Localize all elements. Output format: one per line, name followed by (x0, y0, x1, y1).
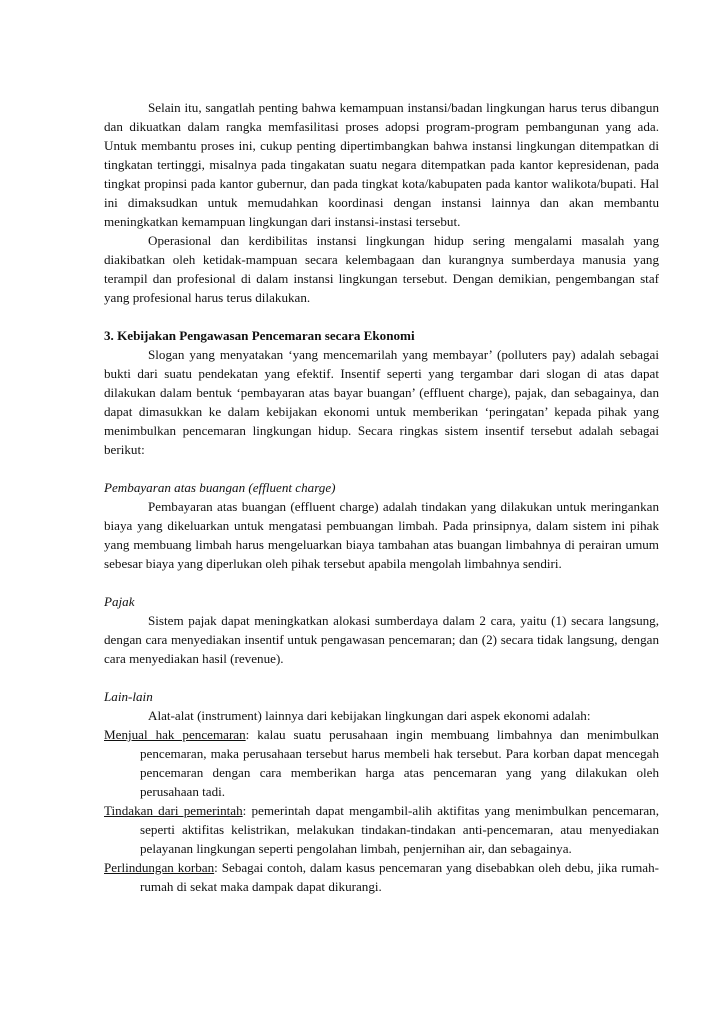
term-tindakan-pemerintah: Tindakan dari pemerintah (104, 803, 243, 818)
paragraph-effluent-charge: Pembayaran atas buangan (effluent charge) adalah tindakan yang dilakukan untuk meringankan biaya yang dikeluarkan untuk mengatasi pembuangan limbah. Pada prinsipnya, dalam sistem ini pihak yang membuang limbah harus mengeluarkan biaya tambahan atas buangan limbahnya di perairan umum sebesar biaya yang diperlukan oleh pihak tersebut apabila mengolah limbahnya sendiri. (104, 499, 659, 571)
document-page (104, 98, 659, 896)
subheading-effluent-charge: Pembayaran atas buangan (effluent charge) (104, 480, 336, 495)
subheading-lain-lain: Lain-lain (104, 689, 153, 704)
paragraph-lain-lain-intro: Alat-alat (instrument) lainnya dari kebijakan lingkungan dari aspek ekonomi adalah: (148, 708, 591, 723)
subheading-pajak: Pajak (104, 594, 135, 609)
section-heading-kebijakan: 3. Kebijakan Pengawasan Pencemaran secara Ekonomi (104, 328, 415, 343)
spacer (104, 573, 659, 592)
term-perlindungan-korban: Perlindungan korban (104, 860, 215, 875)
paragraph-pajak: Sistem pajak dapat meningkatkan alokasi sumberdaya dalam 2 cara, yaitu (1) secara langsung, dengan cara menyediakan insentif untuk pengawasan pencemaran; dan (2) secara tidak langsung, dengan cara menyediakan hasil (revenue). (104, 613, 659, 666)
paragraph-instansi-kemampuan: Selain itu, sangatlah penting bahwa kemampuan instansi/badan lingkungan harus terus dibangun dan dikuatkan dalam rangka memfasilitasi proses adopsi program-program pembangunan yang ada. Untuk membantu proses ini, cukup penting dipertimbangkan bahwa instansi lingkungan ditempatkan di tingkatan tertinggi, misalnya pada tingakatan suatu negara ditempatkan pada kantor kepresidenan, pada tingkat propinsi pada kantor gubernur, dan pada tingkat kota/kabupaten pada kantor walikota/bupati. Hal ini dimaksudkan untuk memudahkan koordinasi dengan instansi lainnya dan akan membantu meningkatkan kemampuan lingkungan dari instansi-instasi tersebut. (104, 100, 659, 229)
term-menjual-hak: Menjual hak pencemaran (104, 727, 246, 742)
list-item-perlindungan-korban (104, 858, 659, 896)
paragraph-operasional: Operasional dan kerdibilitas instansi lingkungan hidup sering mengalami masalah yang diakibatkan oleh ketidak-mampuan secara kelembagaan dan kurangnya sumberdaya manusia yang terampil dan profesional di dalam instansi lingkungan tersebut. Dengan demikian, pengembangan staf yang profesional harus terus dilakukan. (104, 233, 659, 305)
spacer (104, 459, 659, 478)
desc-perlindungan-korban: : Sebagai contoh, dalam kasus pencemaran yang disebabkan oleh debu, jika rumah-rumah di sekat maka dampak dapat dikurangi. (140, 860, 659, 894)
paragraph-slogan: Slogan yang menyatakan ‘yang mencemarilah yang membayar’ (polluters pay) adalah sebagai bukti dari suatu pendekatan yang efektif. Insentif seperti yang tergambar dari slogan di atas dapat dilakukan dalam bentuk ‘pembayaran atas bayar buangan’ (effluent charge), pajak, dan sebagainya, dan dapat dimasukkan ke dalam kebijakan ekonomi untuk memberikan ‘peringatan’ kepada pihak yang menimbulkan pencemaran lingkungan hidup. Secara ringkas sistem insentif tersebut adalah sebagai berikut: (104, 347, 659, 457)
desc-menjual-hak: : kalau suatu perusahaan ingin membuang limbahnya dan menimbulkan pencemaran, maka perusahaan tersebut harus membeli hak tersebut. Para korban dapat mencegah pencemaran dengan cara memberikan harga atas pencemaran yang yang dilakukan oleh perusahaan tadi. (140, 727, 659, 799)
desc-tindakan-pemerintah: : pemerintah dapat mengambil-alih aktifitas yang menimbulkan pencemaran, seperti aktifitas kelistrikan, melakukan tindakan-tindakan anti-pencemaran, atau menyediakan pelayanan lingkungan seperti pengolahan limbah, penjernihan air, dan sebagainya. (140, 803, 659, 856)
spacer (104, 307, 659, 326)
spacer (104, 668, 659, 687)
list-item-tindakan-pemerintah (104, 801, 659, 858)
list-item-menjual-hak (104, 725, 659, 801)
